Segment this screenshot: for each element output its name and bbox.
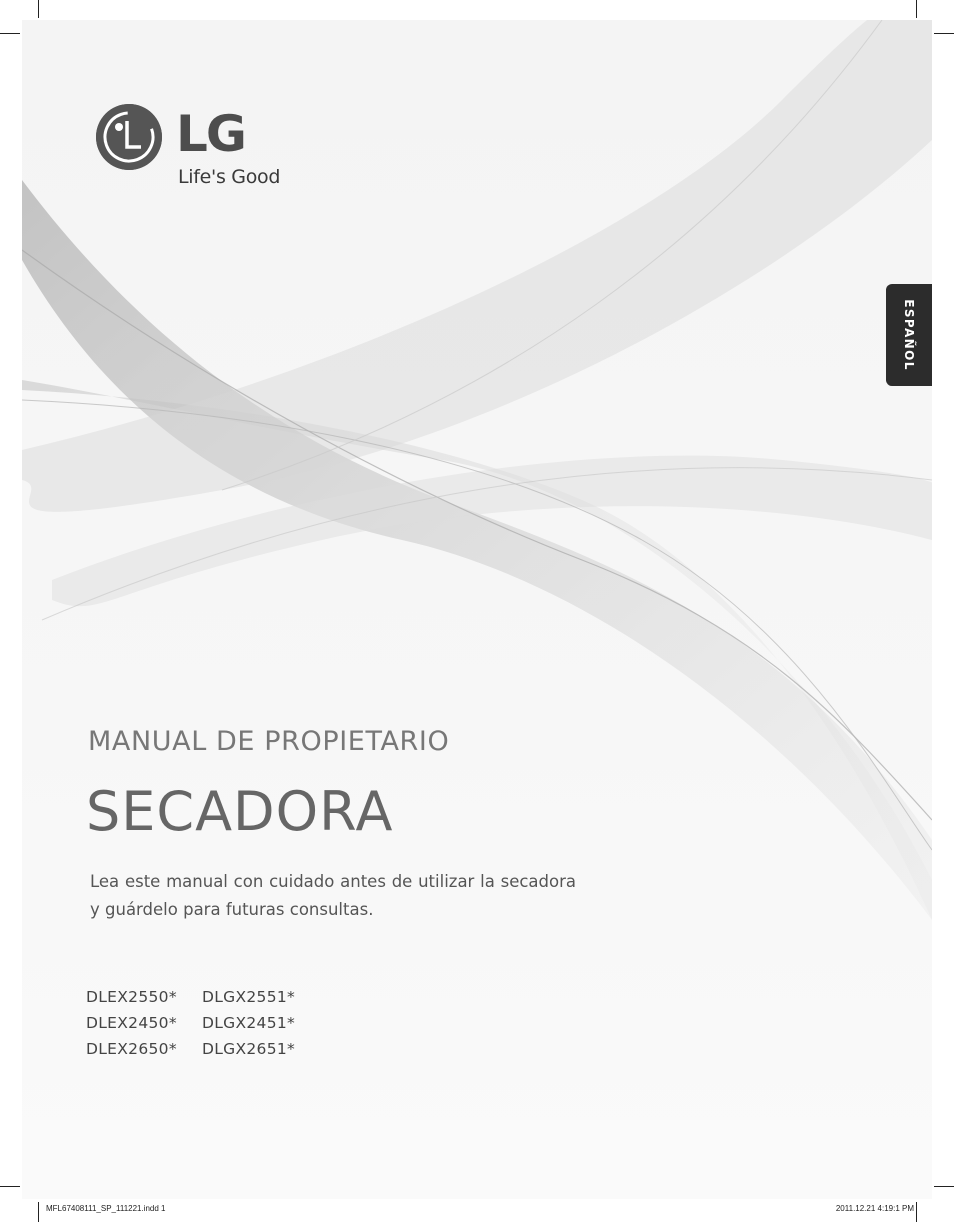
logo-tagline: Life's Good [178, 166, 281, 188]
print-timestamp: 2011.12.21 4:19:1 PM [835, 1204, 914, 1213]
crop-mark [916, 0, 917, 18]
cover-page [22, 20, 932, 1199]
product-title: SECADORA [86, 780, 394, 843]
crop-mark [934, 33, 954, 34]
model-number: DLGX2651* [202, 1040, 296, 1058]
lg-logo [96, 104, 296, 214]
crop-mark [0, 33, 20, 34]
crop-mark [934, 1186, 954, 1187]
crop-mark [38, 0, 39, 18]
crop-mark [0, 1186, 20, 1187]
model-number: DLGX2551* [202, 988, 296, 1006]
wave-band-3 [22, 20, 932, 512]
language-tab-label: ESPAÑOL [902, 299, 916, 371]
logo-wordmark: LG [176, 105, 245, 163]
model-number: DLGX2451* [202, 1014, 296, 1032]
lg-logo-face-icon [96, 104, 162, 170]
print-file-info: MFL67408111_SP_111221.indd 1 [46, 1204, 166, 1213]
model-row [86, 984, 295, 1010]
crop-mark [38, 1202, 39, 1222]
cover-description: Lea este manual con cuidado antes de utilizar la secadora y guárdelo para futuras consultas. [90, 872, 576, 919]
model-number: DLEX2550* [86, 988, 177, 1006]
model-row [86, 1036, 295, 1062]
model-number: DLEX2650* [86, 1040, 177, 1058]
model-row [86, 1010, 295, 1036]
manual-subtitle: MANUAL DE PROPIETARIO [88, 726, 450, 757]
model-list [86, 984, 295, 1062]
language-tab [886, 284, 932, 386]
model-number: DLEX2450* [86, 1014, 177, 1032]
crop-mark [916, 1202, 917, 1222]
